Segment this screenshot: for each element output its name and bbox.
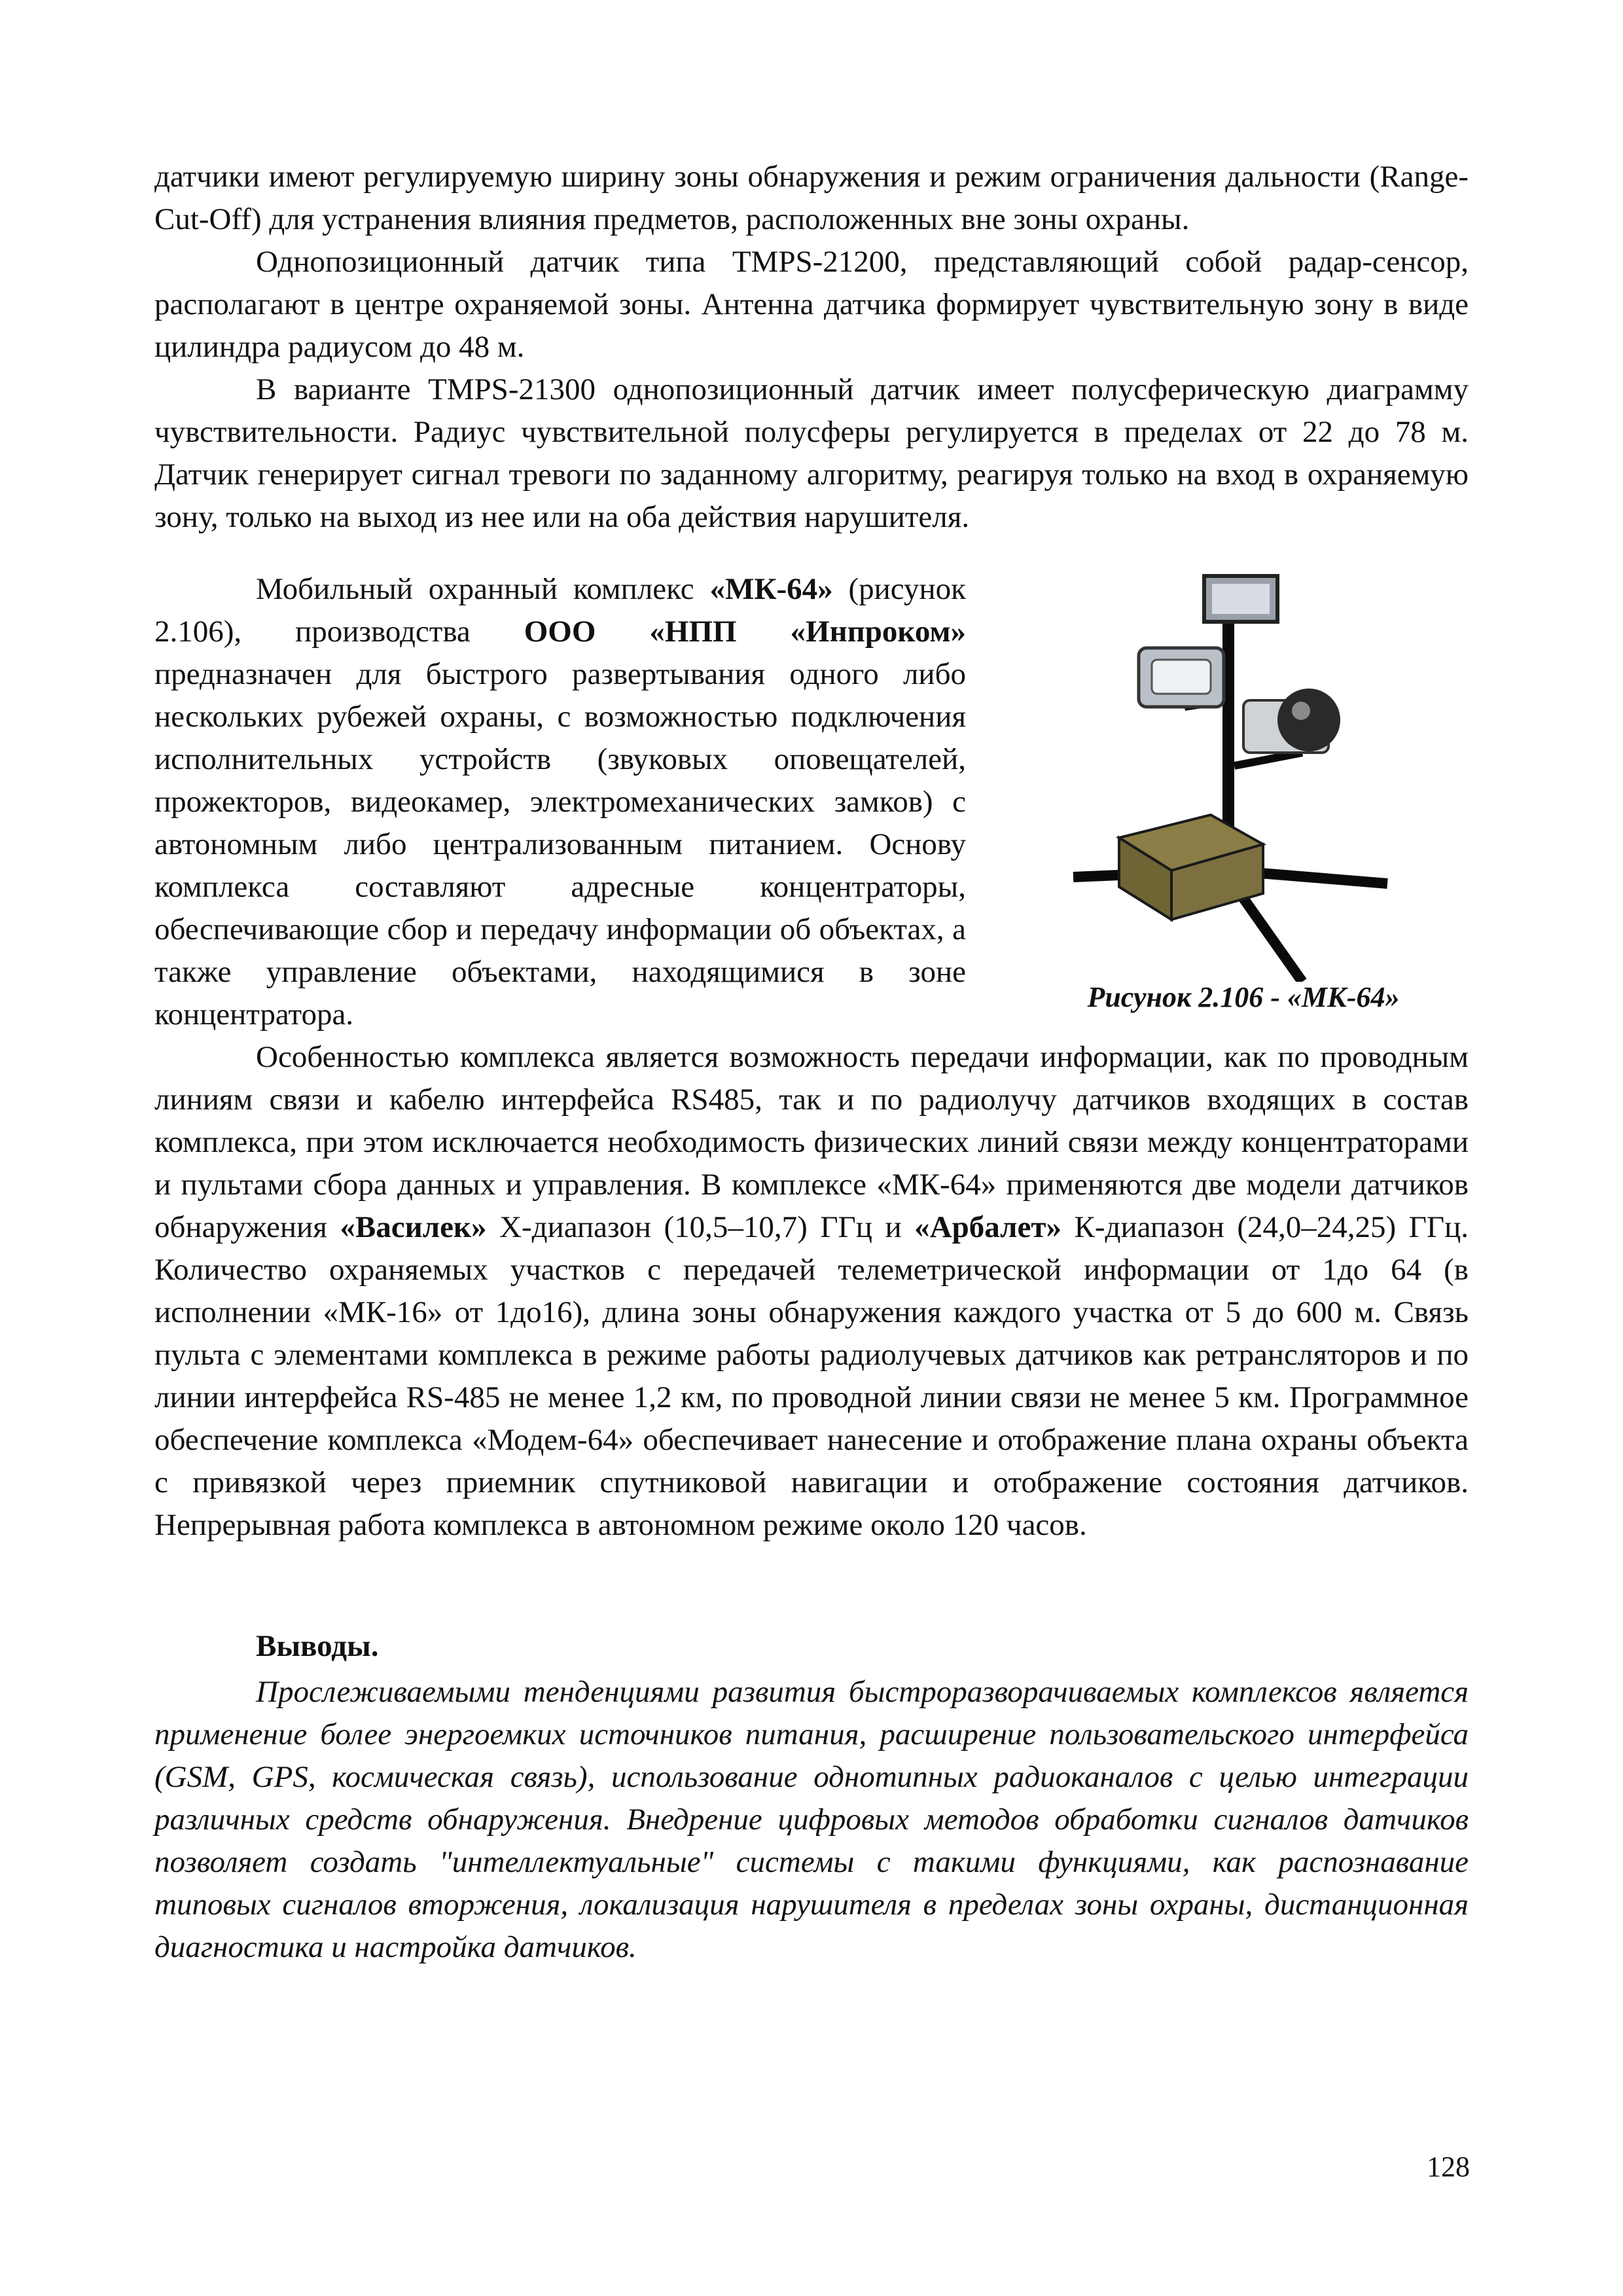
intro-text <box>154 156 1469 539</box>
vasilek-name: «Василек» <box>340 1210 487 1244</box>
paragraph-mk64 <box>154 568 966 1036</box>
arbalet-name: «Арбалет» <box>914 1210 1061 1244</box>
top-panel-screen <box>1212 584 1270 614</box>
mk64-text-start: Мобильный охранный комплекс <box>256 572 710 606</box>
paragraph-conclusions: Прослеживаемыми тенденциями развития быстроразворачиваемых комплексов является применение более энергоемких источников питания, расширение пользовательского интерфейса (GSM, GPS, космическая связь), использование однотипных радиоканалов с целью интеграции различных средств обнаружения. Внедрение цифровых методов обработки сигналов датчиков позволяет создать "интеллектуальные" системы с такими функциями, как распознавание типовых сигналов вторжения, локализация нарушителя в пределах зоны охраны, дистанционная диагностика и настройка датчиков. <box>154 1675 1469 1964</box>
mk64-device-illustration <box>1047 563 1414 982</box>
mk64-text-end: предназначен для быстрого развертывания одного либо нескольких рубежей охраны, с возможностью подключения исполнительных устройств (звуковых оповещателей, прожекторов, видеокамер, электромеханических замков) с автономным либо централизованным питанием. Основу комплекса составляют адресные концентраторы, обеспечивающие сбор и передачу информации об объектах, а также управление объектами, находящимися в зоне концентратора. <box>154 657 966 1031</box>
conclusions-heading: Выводы. <box>256 1629 379 1663</box>
sphere-camera <box>1277 689 1340 751</box>
features-text-start: Особенностью комплекса является возможность передачи информации, как по проводным линиям связи и кабелю интерфейса RS485, так и по радиолучу датчиков входящих в состав комплекса, при этом исключается необходимость физических линий связи между концентраторами и пультами сбора данных и управления. В комплексе «МК-64» применяются две модели датчиков обнаружения <box>154 1040 1469 1244</box>
mk64-text-middle: (рисунок 2.106), производства <box>154 572 966 649</box>
mk64-description <box>154 568 966 1036</box>
paragraph-tmps-21300: В варианте TMPS-21300 однопозиционный датчик имеет полусферическую диаграмму чувствительности. Радиус чувствительной полусферы регулируется в пределах от 22 до 78 м. Датчик генерирует сигнал тревоги по заданному алгоритму, реагируя только на вход в охраняемую зону, только на выход из нее или на оба действия нарушителя. <box>154 372 1469 534</box>
mk64-name: «МК-64» <box>709 572 833 606</box>
figure-caption: Рисунок 2.106 - «МК-64» <box>1087 981 1400 1013</box>
right-arm <box>1234 753 1302 766</box>
radar-sensor-face <box>1152 660 1211 694</box>
paragraph-range-cut-off: датчики имеют регулируемую ширину зоны обнаружения и режим ограничения дальности (Range-Cut-Off) для устранения влияния предметов, расположенных вне зоны охраны. <box>154 160 1469 236</box>
mk64-figure <box>1047 563 1414 982</box>
features-text-middle: Х-диапазон (10,5–10,7) ГГц и <box>486 1210 915 1244</box>
page-number: 128 <box>1427 2151 1470 2183</box>
paragraph-tmps-21200: Однопозиционный датчик типа TMPS-21200, представляющий собой радар-сенсор, располагают в центре охраняемой зоны. Антенна датчика формирует чувствительную зону в виде цилиндра радиусом до 48 м. <box>154 245 1469 364</box>
conclusions-text <box>154 1671 1469 1969</box>
features-text <box>154 1036 1469 1547</box>
features-text-end: К-диапазон (24,0–24,25) ГГц. Количество охраняемых участков с передачей телеметрической информации от 1до 64 (в исполнении «МК-16» от 1до16), длина зоны обнаружения каждого участка от 5 до 600 м. Связь пульта с элементами комплекса в режиме работы радиолучевых датчиков как ретрансляторов и по линии интерфейса RS-485 не менее 1,2 км, по проводной линии связи не менее 5 км. Программное обеспечение комплекса «Модем-64» обеспечивает нанесение и отображение плана охраны объекта с привязкой через приемник спутниковой навигации и отображение состояния датчиков. Непрерывная работа комплекса в автономном режиме около 120 часов. <box>154 1210 1469 1542</box>
mk64-maker: ООО «НПП «Инпроком» <box>524 615 966 649</box>
paragraph-features <box>154 1036 1469 1547</box>
sphere-camera-highlight <box>1292 702 1310 720</box>
